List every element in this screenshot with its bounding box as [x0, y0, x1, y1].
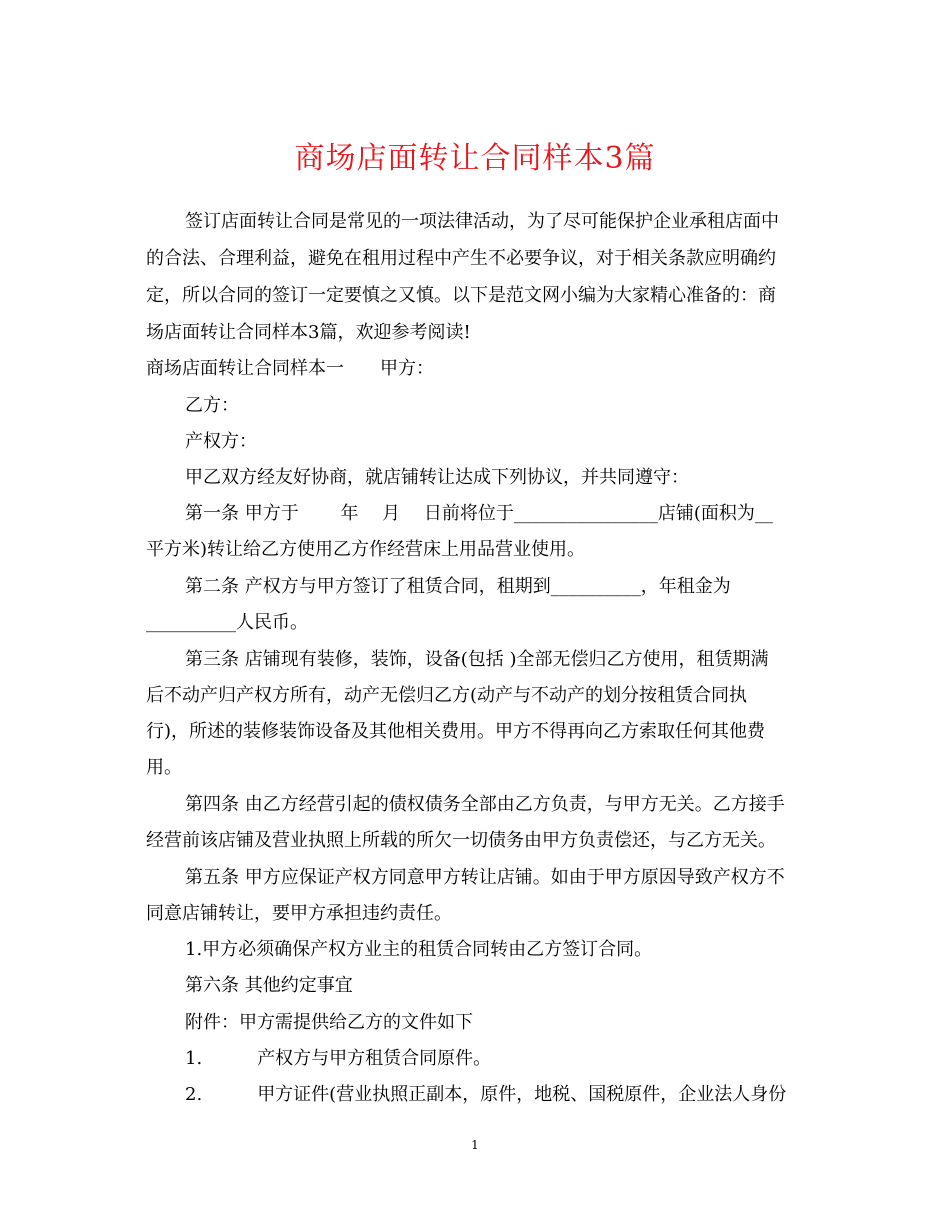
article-line: 第四条 由乙方经营引起的债权债务全部由乙方负责，与甲方无关。乙方接手 [185, 794, 785, 815]
article-line: 第一条 甲方于 年 月 日前将位于________________店铺(面积为__ [185, 503, 773, 524]
article-line: __________人民币。 [146, 612, 308, 633]
article-line: 同意店铺转让，要甲方承担违约责任。 [146, 903, 452, 924]
party-line: 产权方： [185, 431, 257, 452]
paragraph-line: 签订店面转让合同是常见的一项法律活动，为了尽可能保护企业承租店面中 [185, 211, 779, 232]
article-line: 平方米)转让给乙方使用乙方作经营床上用品营业使用。 [146, 539, 586, 560]
list-number: 2. [185, 1084, 203, 1105]
article-line: 经营前该店铺及营业执照上所载的所欠一切债务由甲方负责偿还，与乙方无关。 [146, 830, 776, 851]
article-line: 第六条 其他约定事宜 [185, 975, 353, 996]
document-title: 商场店面转让合同样本3篇 [294, 141, 656, 176]
article-line: 第三条 店铺现有装修，装饰，设备(包括 )全部无偿归乙方使用，租赁期满 [185, 649, 769, 670]
article-line: 行)，所述的装修装饰设备及其他相关费用。甲方不得再向乙方索取任何其他费 [146, 721, 766, 742]
list-number: 1. [185, 1048, 203, 1069]
list-item [185, 1047, 491, 1071]
paragraph-line: 场店面转让合同样本3篇，欢迎参考阅读! [146, 322, 471, 343]
list-item-text: 产权方与甲方租赁合同原件。 [257, 1048, 492, 1069]
paragraph-line: 甲乙双方经友好协商，就店铺转让达成下列协议，并共同遵守： [185, 467, 689, 488]
article-line: 1.甲方必须确保产权方业主的租赁合同转由乙方签订合同。 [185, 939, 653, 960]
paragraph-line: 的合法、合理利益，避免在租用过程中产生不必要争议，对于相关条款应明确约 [146, 248, 776, 269]
article-line: 后不动产归产权方所有，动产无偿归乙方(动产与不动产的划分按租赁合同执 [146, 685, 748, 706]
page-number: 1 [471, 1138, 479, 1152]
paragraph-line: 定，所以合同的签订一定要慎之又慎。以下是范文网小编为大家精心准备的：商 [146, 285, 776, 306]
attachment-heading: 附件：甲方需提供给乙方的文件如下 [185, 1012, 473, 1033]
article-line: 用。 [146, 757, 182, 778]
list-item [185, 1083, 786, 1107]
party-line: 乙方： [185, 395, 239, 416]
section-heading: 商场店面转让合同样本一 甲方： [146, 358, 434, 379]
list-item-text: 甲方证件(营业执照正副本，原件，地税、国税原件，企业法人身份 [257, 1084, 787, 1105]
article-line: 第二条 产权方与甲方签订了租赁合同，租期到__________，年租金为 [185, 576, 731, 597]
article-line: 第五条 甲方应保证产权方同意甲方转让店铺。如由于甲方原因导致产权方不 [185, 867, 785, 888]
